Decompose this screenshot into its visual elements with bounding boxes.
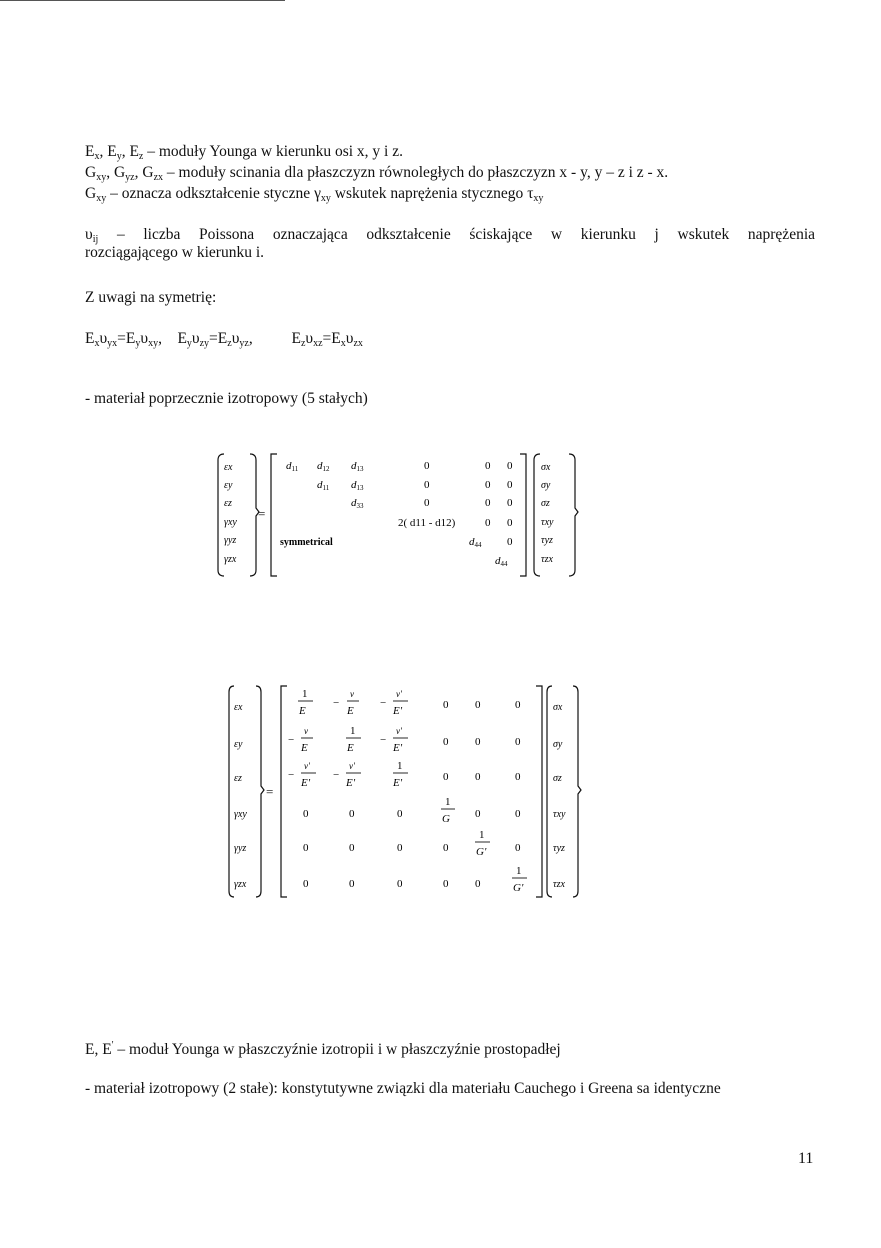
svg-text:ν': ν' xyxy=(396,689,402,699)
svg-text:d33: d33 xyxy=(351,497,364,510)
m1-rhs-2: σz xyxy=(541,498,550,509)
isotropic-line: - materiał izotropowy (2 stałe): konstytutywne związki dla materiału Cauchego i Greena sa identyczne xyxy=(85,1080,721,1097)
svg-text:G': G' xyxy=(513,882,524,894)
symmetry-relations: $E_x\upsilon_{yx}=E_y\upsilon_{xy}$, $E_y\upsilon_{zy}=E_z\upsilon_{yz}$, $E_z\upsilon_{xz}=E_x\upsilon_{zx}$ xyxy=(85,330,363,349)
m1-rhs-3: τxy xyxy=(541,517,554,528)
m2-lhs-5: γzx xyxy=(234,879,247,890)
svg-text:0: 0 xyxy=(349,808,355,820)
poisson-text-2: rozciągającego w kierunku i. xyxy=(85,244,265,261)
m2-lhs-0: εx xyxy=(234,702,243,713)
young-moduli-line: $E_x$, $E_y$, $E_z$ – moduły Younga w kierunku osi x, y i z. xyxy=(85,143,403,162)
svg-text:0: 0 xyxy=(485,479,491,491)
svg-text:d13: d13 xyxy=(351,479,364,492)
svg-text:=: = xyxy=(258,506,266,521)
svg-text:1: 1 xyxy=(350,725,356,737)
svg-text:1: 1 xyxy=(445,796,451,808)
svg-text:E: E xyxy=(347,742,354,754)
svg-text:0: 0 xyxy=(303,878,309,890)
svg-text:0: 0 xyxy=(424,497,430,509)
svg-text:E: E xyxy=(347,705,354,717)
svg-text:1: 1 xyxy=(397,760,403,772)
shear-moduli-text: – moduły scinania dla płaszczyzn równoległych do płaszczyzn x - y, y – z i z - x. xyxy=(166,164,669,181)
svg-text:0: 0 xyxy=(397,878,403,890)
m1-lhs-0: εx xyxy=(224,462,233,473)
m1-lhs-3: γxy xyxy=(224,517,237,528)
svg-text:ν': ν' xyxy=(396,726,402,736)
svg-text:0: 0 xyxy=(443,699,449,711)
svg-text:0: 0 xyxy=(515,736,521,748)
svg-text:0: 0 xyxy=(475,808,481,820)
m2-rhs-4: τyz xyxy=(553,843,565,854)
youngs-note: E, E' – moduł Younga w płaszczyźnie izotropii i w płaszczyźnie prostopadłej xyxy=(85,1039,561,1058)
gxy-line: $G_{xy}$ – oznacza odkształcenie styczne $\gamma_{xy}$ wskutek naprężenia stycznego $\tau_{xy}$ xyxy=(85,185,544,204)
svg-text:0: 0 xyxy=(475,736,481,748)
svg-text:ν': ν' xyxy=(304,761,310,771)
svg-text:0: 0 xyxy=(349,878,355,890)
svg-text:0: 0 xyxy=(507,517,513,529)
engineering-constants-matrix xyxy=(225,680,585,905)
m1-lhs-4: γyz xyxy=(224,535,237,546)
poisson-text-1: – liczba Poissona oznaczająca odkształcenie ściskające w kierunku j wskutek naprężenia xyxy=(116,226,816,243)
svg-text:−: − xyxy=(333,697,340,709)
svg-text:0: 0 xyxy=(507,497,513,509)
svg-text:E: E xyxy=(299,705,306,717)
svg-text:G': G' xyxy=(476,846,487,858)
svg-text:=: = xyxy=(266,784,274,799)
svg-text:0: 0 xyxy=(485,460,491,472)
svg-text:E': E' xyxy=(301,777,311,789)
m2-rhs-0: σx xyxy=(553,702,563,713)
svg-text:E: E xyxy=(301,742,308,754)
transverse-isotropic-matrix xyxy=(214,448,584,578)
m2-rhs-5: τzx xyxy=(553,879,565,890)
svg-text:ν: ν xyxy=(350,689,354,699)
m2-rhs-1: σy xyxy=(553,739,563,750)
svg-text:E': E' xyxy=(346,777,356,789)
svg-text:d11: d11 xyxy=(317,479,330,492)
gxy-text: – oznacza odkształcenie styczne xyxy=(110,185,311,202)
page-number: 11 xyxy=(798,1150,814,1167)
svg-text:0: 0 xyxy=(303,842,309,854)
m1-rhs-1: σy xyxy=(541,480,551,491)
svg-text:0: 0 xyxy=(475,878,481,890)
m2-lhs-2: εz xyxy=(234,773,242,784)
svg-text:d11: d11 xyxy=(286,460,299,473)
svg-text:d12: d12 xyxy=(317,460,330,473)
m2-lhs-3: γxy xyxy=(234,809,247,820)
transverse-heading: - materiał poprzecznie izotropowy (5 stałych) xyxy=(85,390,368,407)
svg-text:−: − xyxy=(380,697,387,709)
m2-lhs-4: γyz xyxy=(234,843,247,854)
svg-text:−: − xyxy=(288,734,295,746)
svg-text:0: 0 xyxy=(443,771,449,783)
m1-lhs-5: γzx xyxy=(224,554,237,565)
m1-lhs-1: εy xyxy=(224,480,233,491)
m2-lhs-1: εy xyxy=(234,739,243,750)
svg-text:ν: ν xyxy=(304,726,308,736)
svg-text:0: 0 xyxy=(515,808,521,820)
symmetry-intro: Z uwagi na symetrię: xyxy=(85,289,217,306)
svg-text:0: 0 xyxy=(475,771,481,783)
svg-text:0: 0 xyxy=(443,736,449,748)
shear-moduli-line: $G_{xy}$, $G_{yz}$, $G_{zx}$ – moduły scinania dla płaszczyzn równoległych do płaszczyzn x - y, y – z i z - x. xyxy=(85,164,669,183)
svg-text:0: 0 xyxy=(507,536,513,548)
svg-text:d44: d44 xyxy=(495,555,508,568)
svg-text:0: 0 xyxy=(515,771,521,783)
svg-text:0: 0 xyxy=(303,808,309,820)
m2-rhs-2: σz xyxy=(553,773,562,784)
svg-text:0: 0 xyxy=(485,517,491,529)
m1-symmetrical-label: symmetrical xyxy=(280,537,333,548)
svg-text:0: 0 xyxy=(424,479,430,491)
svg-text:0: 0 xyxy=(443,842,449,854)
poisson-paragraph: $\upsilon_{ij}$ – liczba Poissona oznaczająca odkształcenie ściskające w kierunku j wskutek naprężenia rozciągającego w kierunku i. xyxy=(85,226,816,261)
youngs-note-text: – moduł Younga w płaszczyźnie izotropii i w płaszczyźnie prostopadłej xyxy=(117,1041,561,1058)
svg-text:0: 0 xyxy=(424,460,430,472)
top-rule xyxy=(0,0,285,1)
young-moduli-text: – moduły Younga w kierunku osi x, y i z. xyxy=(147,143,403,160)
m1-rhs-5: τzx xyxy=(541,554,553,565)
svg-text:−: − xyxy=(333,769,340,781)
svg-text:1: 1 xyxy=(302,688,308,700)
svg-text:E': E' xyxy=(393,742,403,754)
svg-text:0: 0 xyxy=(507,460,513,472)
m1-lhs-2: εz xyxy=(224,498,232,509)
svg-text:0: 0 xyxy=(507,479,513,491)
svg-text:0: 0 xyxy=(485,497,491,509)
svg-text:0: 0 xyxy=(443,878,449,890)
svg-text:0: 0 xyxy=(515,699,521,711)
svg-text:E': E' xyxy=(393,705,403,717)
svg-text:0: 0 xyxy=(349,842,355,854)
svg-text:0: 0 xyxy=(475,699,481,711)
svg-text:0: 0 xyxy=(397,842,403,854)
m2-rhs-3: τxy xyxy=(553,809,566,820)
gxy-mid-text: wskutek naprężenia stycznego xyxy=(334,185,524,202)
svg-text:1: 1 xyxy=(479,829,485,841)
svg-text:d44: d44 xyxy=(469,536,482,549)
svg-text:−: − xyxy=(288,769,295,781)
svg-text:0: 0 xyxy=(515,842,521,854)
svg-text:E': E' xyxy=(393,777,403,789)
m1-rhs-0: σx xyxy=(541,462,551,473)
svg-text:ν': ν' xyxy=(349,761,355,771)
svg-text:d13: d13 xyxy=(351,460,364,473)
m1-rhs-4: τyz xyxy=(541,535,553,546)
svg-text:−: − xyxy=(380,734,387,746)
svg-text:1: 1 xyxy=(516,865,522,877)
svg-text:G: G xyxy=(442,813,450,825)
svg-text:0: 0 xyxy=(397,808,403,820)
m1-row4-expr: 2( d11 - d12) xyxy=(398,517,456,529)
